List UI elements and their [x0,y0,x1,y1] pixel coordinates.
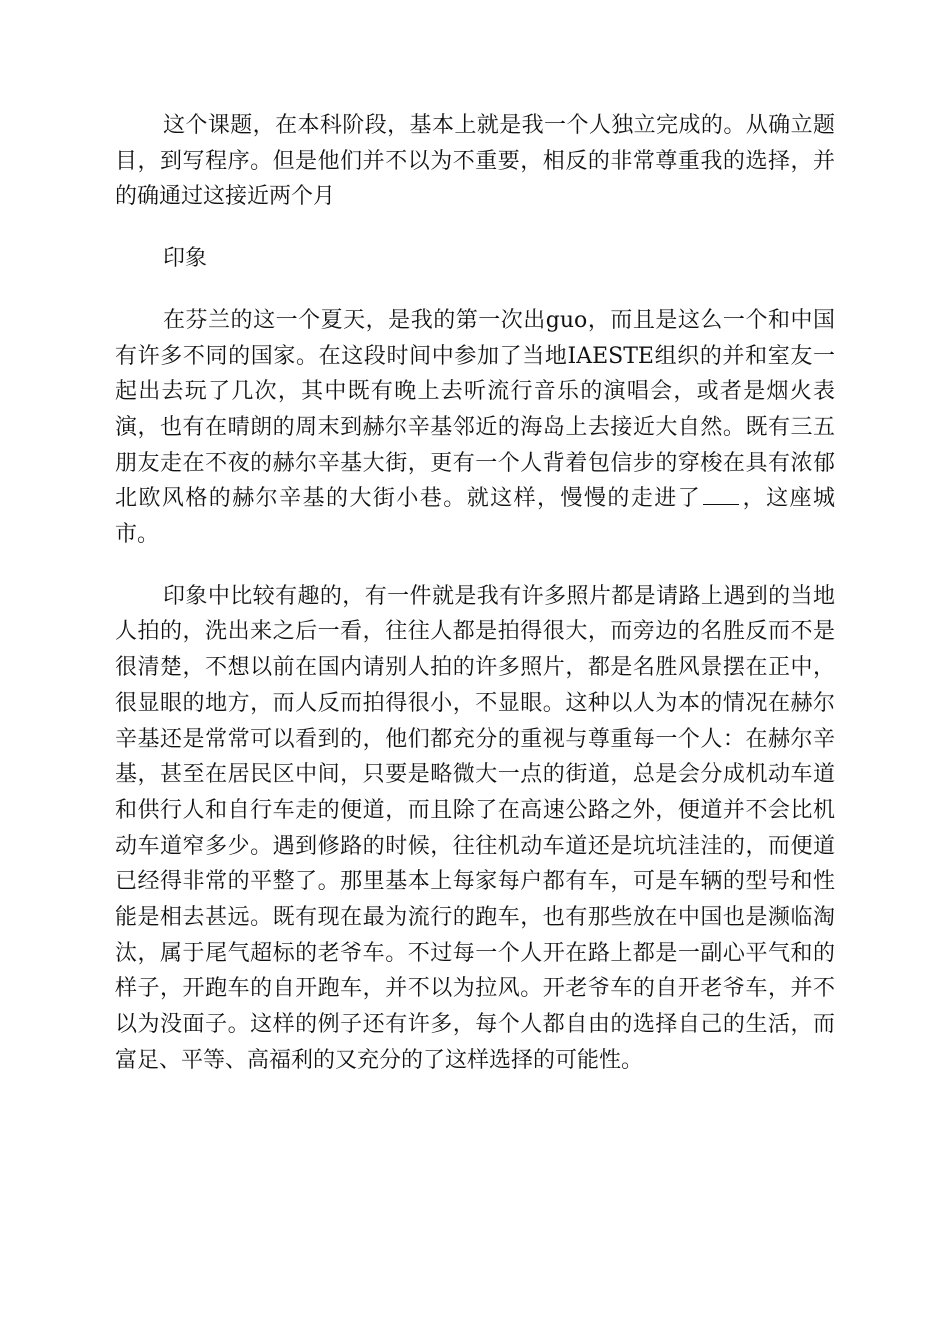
paragraph-finland-summer [115,303,835,553]
paragraph-finland-summer-part2: ，这座城市。 [115,486,835,548]
paragraph-finland-summer-part1: 在芬兰的这一个夏天，是我的第一次出guo，而且是这么一个和中国有许多不同的国家。在这段时间中参加了当地IAESTE组织的并和室友一起出去玩了几次，其中既有晚上去听流行音乐的演唱会，或者是烟火表演，也有在晴朗的周末到赫尔辛基邻近的海岛上去接近大自然。既有三五朋友走在不夜的赫尔辛基大街，更有一个人背着包信步的穿梭在具有浓郁北欧风格的赫尔辛基的大街小巷。就这样，慢慢的走进了 [115,307,835,512]
document-body [115,108,835,1079]
paragraph-topic-completion: 这个课题，在本科阶段，基本上就是我一个人独立完成的。从确立题目，到写程序。但是他们并不以为不重要，相反的非常尊重我的选择，并的确通过这接近两个月 [115,113,835,210]
paragraph-people-oriented: 印象中比较有趣的，有一件就是我有许多照片都是请路上遇到的当地人拍的，洗出来之后一看，往往人都是拍得很大，而旁边的名胜反而不是很清楚，不想以前在国内请别人拍的许多照片，都是名胜风景摆在正中，很显眼的地方，而人反而拍得很小，不显眼。这种以人为本的情况在赫尔辛基还是常常可以看到的，他们都充分的重视与尊重每一个人：在赫尔辛基，甚至在居民区中间，只要是略微大一点的街道，总是会分成机动车道和供行人和自行车走的便道，而且除了在高速公路之外，便道并不会比机动车道窄多少。遇到修路的时候，往往机动车道还是坑坑洼洼的，而便道已经得非常的平整了。那里基本上每家每户都有车，可是车辆的型号和性能是相去甚远。既有现在最为流行的跑车，也有那些放在中国也是濒临淘汰，属于尾气超标的老爷车。不过每一个人开在路上都是一副心平气和的样子，开跑车的自开跑车，并不以为拉风。开老爷车的自开老爷车，并不以为没面子。这样的例子还有许多，每个人都自由的选择自己的生活，而富足、平等、高福利的又充分的了这样选择的可能性。 [115,583,835,1073]
fill-in-blank [703,486,739,505]
section-heading-impression: 印象 [163,246,208,272]
